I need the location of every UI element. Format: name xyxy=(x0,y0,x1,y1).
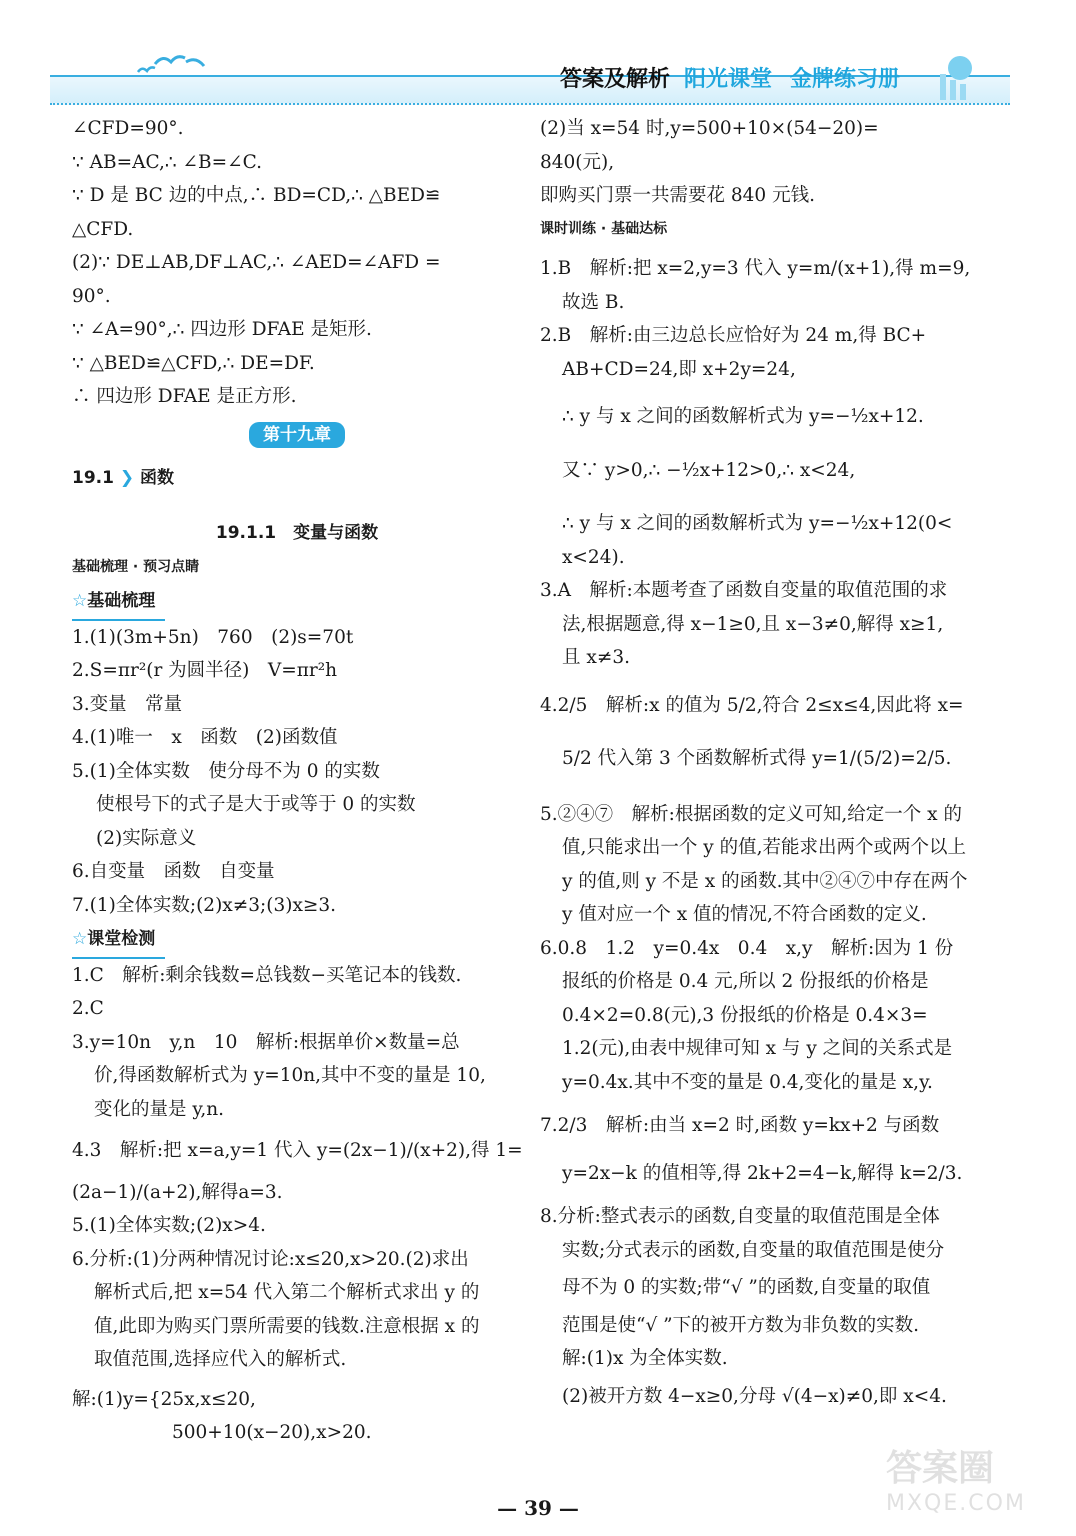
text-line: y 值对应一个 x 值的情况,不符合函数的定义. xyxy=(562,904,927,925)
text-line: 2.S=πr²(r 为圆半径) V=πr²h xyxy=(72,660,338,681)
text-line: (2)被开方数 4−x≥0,分母 √(4−x)≠0,即 x<4. xyxy=(562,1385,947,1407)
text-line: 5.②④⑦ 解析:根据函数的定义可知,给定一个 x 的 xyxy=(540,803,962,825)
text-line: 1.B 解析:把 x=2,y=3 代入 y=m/(x+1),得 m=9, xyxy=(540,258,971,279)
text-line: 840(元), xyxy=(540,151,615,173)
star-icon: ☆ xyxy=(72,929,88,949)
text-line: y 的值,则 y 不是 x 的函数.其中②④⑦中存在两个 xyxy=(562,870,968,892)
text-line: 8.分析:整式表示的函数,自变量的取值范围是全体 xyxy=(540,1206,940,1227)
chevron-right-icon: ❯ xyxy=(113,467,141,488)
text-line: 法,根据题意,得 x−1≥0,且 x−3≠0,解得 x≥1, xyxy=(562,613,944,635)
text-line: 报纸的价格是 0.4 元,所以 2 份报纸的价格是 xyxy=(562,971,929,992)
right-column xyxy=(540,112,1010,1413)
tag-check xyxy=(72,922,522,959)
text-line: 1.(1)(3m+5n) 760 (2)s=70t xyxy=(72,626,354,648)
star-icon: ☆ xyxy=(72,591,88,611)
text-line: 2.B 解析:由三边总长应恰好为 24 m,得 BC+ xyxy=(540,325,927,346)
text-line: (2)∵ DE⊥AB,DF⊥AC,∴ ∠AED=∠AFD = xyxy=(72,252,441,273)
chapter-banner xyxy=(72,414,522,456)
text-line: 5.(1)全体实数 使分母不为 0 的实数 xyxy=(72,760,380,782)
text-line: 使根号下的式子是大于或等于 0 的实数 xyxy=(96,794,416,815)
page-header xyxy=(50,50,1010,102)
text-line: 1.C 解析:剩余钱数=总钱数−买笔记本的钱数. xyxy=(72,964,462,986)
text-line: 值,此即为购买门票所需要的钱数.注意根据 x 的 xyxy=(94,1315,480,1337)
text-line: ∠CFD=90°. xyxy=(72,118,184,139)
text-line: 解析式后,把 x=54 代入第二个解析式求出 y 的 xyxy=(94,1282,480,1303)
practice-label: 课时训练 · 基础达标 xyxy=(540,220,668,237)
basics-label: 基础梳理 · 预习点睛 xyxy=(72,558,200,575)
text-line: 5/2 代入第 3 个函数解析式得 y=1/(5/2)=2/5. xyxy=(562,748,952,769)
page-number: — 39 — xyxy=(497,1496,579,1520)
section-heading xyxy=(72,462,522,496)
watermark-text: 答案圈 xyxy=(886,1448,995,1489)
text-line: 变化的量是 y,n. xyxy=(94,1098,225,1120)
tag-check-label: 课堂检测 xyxy=(87,929,156,949)
text-line: 又∵ y>0,∴ −½x+12>0,∴ x<24, xyxy=(562,459,856,481)
text-line: 7.2/3 解析:由当 x=2 时,函数 y=kx+2 与函数 xyxy=(540,1115,940,1136)
globe-decoration-icon xyxy=(920,50,990,102)
text-line: 6.自变量 函数 自变量 xyxy=(72,861,275,882)
text-line: y=2x−k 的值相等,得 2k+2=4−k,解得 k=2/3. xyxy=(562,1162,963,1184)
text-line: 价,得函数解析式为 y=10n,其中不变的量是 10, xyxy=(94,1065,486,1086)
tag-basics xyxy=(72,584,522,621)
left-column xyxy=(72,112,522,1450)
text-line: 5.(1)全体实数;(2)x>4. xyxy=(72,1215,266,1236)
text-line: 3.变量 常量 xyxy=(72,693,183,715)
section-number: 19.1 xyxy=(72,467,114,488)
text-line: 4.(1)唯一 x 函数 (2)函数值 xyxy=(72,727,338,748)
text-line: 且 x≠3. xyxy=(562,647,630,668)
chapter-title: 第十九章 xyxy=(249,422,345,448)
text-line: 即购买门票一共需要花 840 元钱. xyxy=(540,185,815,206)
text-line: ∴ y 与 x 之间的函数解析式为 y=−½x+12. xyxy=(562,406,924,427)
text-line: 解:(1)x 为全体实数. xyxy=(562,1348,728,1369)
text-line: (2a−1)/(a+2),解得a=3. xyxy=(72,1181,283,1203)
text-line: ∵ AB=AC,∴ ∠B=∠C. xyxy=(72,151,262,173)
watermark xyxy=(886,1440,1056,1516)
text-line: 90°. xyxy=(72,285,111,307)
header-a: 答案及解析 xyxy=(559,67,670,92)
text-line: 1.2(元),由表中规律可知 x 与 y 之间的关系式是 xyxy=(562,1038,953,1059)
tag-basics-label: 基础梳理 xyxy=(87,591,156,611)
text-line: 母不为 0 的实数;带“√ ”的函数,自变量的取值 xyxy=(562,1277,931,1298)
text-line: 4.3 解析:把 x=a,y=1 代入 y=(2x−1)/(x+2),得 1= xyxy=(72,1140,523,1161)
subsection-title: 19.1.1 变量与函数 xyxy=(215,523,379,543)
text-line: ∵ D 是 BC 边的中点,∴ BD=CD,∴ △BED≌ xyxy=(72,185,441,206)
text-line: 4.2/5 解析:x 的值为 5/2,符合 2≤x≤4,因此将 x= xyxy=(540,694,964,716)
text-line: 0.4×2=0.8(元),3 份报纸的价格是 0.4×3= xyxy=(562,1004,928,1026)
text-line: 500+10(x−20),x>20. xyxy=(172,1422,372,1443)
text-line: 解:(1)y={25x,x≤20, xyxy=(72,1388,256,1410)
text-line: ∴ 四边形 DFAE 是正方形. xyxy=(72,386,297,407)
text-line: 实数;分式表示的函数,自变量的取值范围是使分 xyxy=(562,1239,945,1261)
text-line: 2.C xyxy=(72,998,104,1019)
text-line: y=0.4x.其中不变的量是 0.4,变化的量是 x,y. xyxy=(562,1071,933,1093)
text-line: 故选 B. xyxy=(562,291,625,313)
text-line: 值,只能求出一个 y 的值,若能求出两个或两个以上 xyxy=(562,837,966,858)
text-line: 3.y=10n y,n 10 解析:根据单价×数量=总 xyxy=(72,1031,460,1053)
header-c: 金牌练习册 xyxy=(789,67,900,92)
text-line: (2)实际意义 xyxy=(96,827,197,849)
text-line: 7.(1)全体实数;(2)x≠3;(3)x≥3. xyxy=(72,894,337,916)
section-title: 函数 xyxy=(140,467,175,488)
text-line: 6.0.8 1.2 y=0.4x 0.4 x,y 解析:因为 1 份 xyxy=(540,937,954,959)
text-line: ∵ △BED≌△CFD,∴ DE=DF. xyxy=(72,352,315,374)
text-line: ∵ ∠A=90°,∴ 四边形 DFAE 是矩形. xyxy=(72,319,372,340)
text-line: ∴ y 与 x 之间的函数解析式为 y=−½x+12(0< xyxy=(562,513,953,534)
text-line: 3.A 解析:本题考查了函数自变量的取值范围的求 xyxy=(540,580,948,601)
header-title xyxy=(560,62,900,93)
text-line: 取值范围,选择应代入的解析式. xyxy=(94,1349,347,1370)
watermark-url: MXQE.COM xyxy=(886,1491,1026,1516)
header-b: 阳光课堂 xyxy=(683,67,772,92)
text-line: x<24). xyxy=(562,546,625,568)
text-line: △CFD. xyxy=(72,218,134,240)
text-line: 范围是使“√ ”下的被开方数为非负数的实数. xyxy=(562,1314,919,1336)
text-line: AB+CD=24,即 x+2y=24, xyxy=(562,358,796,380)
text-line: (2)当 x=54 时,y=500+10×(54−20)= xyxy=(540,118,879,139)
text-line: 6.分析:(1)分两种情况讨论:x≤20,x>20.(2)求出 xyxy=(72,1248,469,1270)
